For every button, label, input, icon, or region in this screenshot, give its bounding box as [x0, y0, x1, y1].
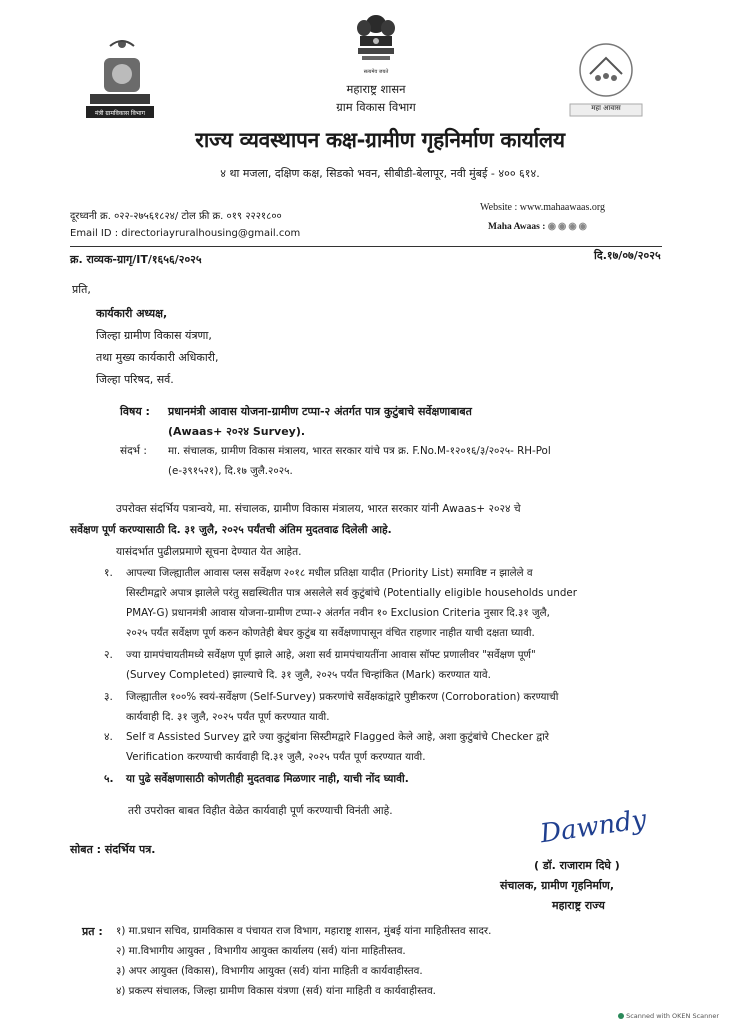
item-4-line-1: Self व Assisted Survey द्वारे ज्या कुटुंबांना सिस्टीमद्वारे Flagged केले आहे, अशा कुटुंबांचे Checker द्वारे: [126, 731, 550, 743]
copies-label: प्रत :: [82, 925, 103, 938]
scanner-text: Scanned with OKEN Scanner: [626, 1012, 720, 1020]
recipient-line-2: जिल्हा ग्रामीण विकास यंत्रणा,: [96, 329, 212, 342]
reference-line-2: (e-३९१५२१), दि.१७ जुलै.२०२५.: [168, 465, 293, 477]
subject-line-2: (Awaas+ २०२४ Survey).: [168, 425, 306, 438]
header-divider: [70, 246, 662, 247]
social-icons: ◉◉◉◉: [547, 222, 589, 232]
copy-line-2: २) मा.विभागीय आयुक्त , विभागीय आयुक्त कार्यालय (सर्व) यांना माहितीस्तव.: [116, 945, 406, 957]
right-maha-awaas-logo: [564, 38, 648, 120]
intro-line-2: सर्वेक्षण पूर्ण करण्यासाठी दि. ३१ जुलै, २०२५ पर्यंतची अंतिम मुदतवाढ दिलेली आहे.: [70, 524, 392, 536]
item-1-line-4: २०२५ पर्यंत सर्वेक्षण पूर्ण करुन कोणतेही बेघर कुटुंब या सर्वेक्षणापासून वंचित राहणार नाहीत याची दक्षता घ्यावी.: [126, 627, 535, 639]
recipient-line-3: तथा मुख्य कार्यकारी अधिकारी,: [96, 351, 219, 364]
reference-label: संदर्भ :: [120, 445, 147, 457]
prati-label: प्रति,: [72, 283, 91, 296]
item-5-line-1: या पुढे सर्वेक्षणासाठी कोणतीही मुदतवाढ मिळणार नाही, याची नोंद घ्यावी.: [126, 773, 409, 785]
copy-line-4: ४) प्रकल्प संचालक, जिल्हा ग्रामीण विकास यंत्रणा (सर्व) यांना माहिती व कार्यवाहीस्तव.: [116, 985, 436, 997]
item-2-number: २.: [104, 649, 113, 661]
enclosure: सोबत : संदर्भिय पत्र.: [70, 843, 156, 856]
scanner-watermark: [618, 1012, 719, 1020]
phone-numbers: दूरध्वनी क्र. ०२२-२७५६१८२४/ टोल फ्री क्र. ०१९ २२२१८००: [70, 211, 282, 222]
item-3-number: ३.: [104, 691, 113, 703]
item-5-number: ५.: [104, 773, 114, 785]
item-3-line-2: कार्यवाही दि. ३१ जुलै, २०२५ पर्यंत पूर्ण करण्यात यावी.: [126, 711, 330, 723]
item-1-line-2: सिस्टीमद्वारे अपात्र झालेले परंतु सद्यस्थितीत पात्र असलेले सर्व कुटुंबांचे (Potentially eligible households under: [126, 587, 577, 599]
closing-request: तरी उपरोक्त बाबत विहीत वेळेत कार्यवाही पूर्ण करण्याची विनंती आहे.: [128, 805, 393, 817]
item-1-line-1: आपल्या जिल्ह्यातील आवास प्लस सर्वेक्षण २०१८ मधील प्रतिक्षा यादीत (Priority List) समाविष्ट न झालेले व: [126, 567, 533, 579]
copy-line-3: ३) अपर आयुक्त (विकास), विभागीय आयुक्त (सर्व) यांना माहिती व कार्यवाहीस्तव.: [116, 965, 423, 977]
maha-awaas-social: [488, 221, 589, 232]
item-4-number: ४.: [104, 731, 113, 743]
letter-date: दि.१७/०७/२०२५: [594, 249, 661, 262]
emblem-caption: सत्यमेव जयते: [363, 69, 389, 75]
subject-line-1: प्रधानमंत्री आवास योजना-ग्रामीण टप्पा-२ अंतर्गत पात्र कुटुंबाचे सर्वेक्षणाबाबत: [168, 405, 472, 418]
signatory-state: महाराष्ट्र राज्य: [552, 899, 605, 912]
item-1-number: १.: [104, 567, 113, 579]
office-title: राज्य व्यवस्थापन कक्ष-ग्रामीण गृहनिर्माण कार्यालय: [195, 128, 565, 152]
recipient-line-4: जिल्हा परिषद, सर्व.: [96, 373, 174, 386]
gov-name: महाराष्ट्र शासन: [346, 82, 406, 96]
intro-line-3: यासंदर्भात पुढीलप्रमाणे सूचना देण्यात येत आहेत.: [116, 546, 302, 558]
item-2-line-2: (Survey Completed) झाल्याचे दि. ३१ जुलै, २०२५ पर्यंत चिन्हांकित (Mark) करण्यात यावे.: [126, 669, 491, 681]
left-logo-text: मंत्री ग्रामविकास विभाग: [95, 110, 145, 117]
intro-line-1: उपरोक्त संदर्भिय पत्रान्वये, मा. संचालक, ग्रामीण विकास मंत्रालय, भारत सरकार यांनी Awaas+ २०२४ चे: [116, 503, 521, 515]
email-id: Email ID : directoriayruralhousing@gmail.com: [70, 228, 301, 239]
website-link[interactable]: Website : www.mahaawaas.org: [480, 202, 605, 213]
copy-line-1: १) मा.प्रधान सचिव, ग्रामविकास व पंचायत राज विभाग, महाराष्ट्र शासन, मुंबई यांना माहितीस्तव सादर.: [116, 925, 492, 937]
signature-scribble: Dawndy: [538, 804, 649, 850]
national-emblem: [348, 12, 404, 78]
item-1-line-3: PMAY-G) प्रधानमंत्री आवास योजना-ग्रामीण टप्पा-२ अंतर्गत नवीन १० Exclusion Criteria नुसार दि.३१ जुलै,: [126, 607, 550, 619]
dept-name: ग्राम विकास विभाग: [336, 100, 416, 114]
signatory-name: ( डॉ. राजाराम दिघे ): [534, 859, 620, 872]
item-3-line-1: जिल्ह्यातील १००% स्वयं-सर्वेक्षण (Self-Survey) प्रकरणांचे सर्वेक्षकांद्वारे पुष्टीकरण (Corroboration) करण्याची: [126, 691, 559, 703]
scanner-icon: [618, 1013, 624, 1019]
right-logo-text: महा आवास: [591, 104, 621, 112]
left-department-logo: [82, 36, 156, 120]
recipient-line-1: कार्यकारी अध्यक्ष,: [96, 307, 168, 320]
subject-label: विषय :: [120, 405, 150, 418]
item-2-line-1: ज्या ग्रामपंचायतीमध्ये सर्वेक्षण पूर्ण झाले आहे, अशा सर्व ग्रामपंचायतींना आवास सॉफ्ट प्रणालीवर "सर्वेक्षण पूर्ण": [126, 649, 536, 661]
maha-awaas-label: Maha Awaas :: [488, 222, 546, 232]
reference-line-1: मा. संचालक, ग्रामीण विकास मंत्रालय, भारत सरकार यांचे पत्र क्र. F.No.M-१२०१६/३/२०२५- RH-Pol: [168, 445, 551, 457]
item-4-line-2: Verification करण्याची कार्यवाही दि.३१ जुलै, २०२५ पर्यंत पूर्ण करण्यात यावी.: [126, 751, 426, 763]
office-address: ४ था मजला, दक्षिण कक्ष, सिडको भवन, सीबीडी-बेलापूर, नवी मुंबई - ४०० ६१४.: [220, 167, 540, 180]
signatory-designation: संचालक, ग्रामीण गृहनिर्माण,: [500, 879, 614, 892]
reference-number: क्र. राव्यक-ग्रागृ/IT/१६५६/२०२५: [70, 253, 202, 266]
